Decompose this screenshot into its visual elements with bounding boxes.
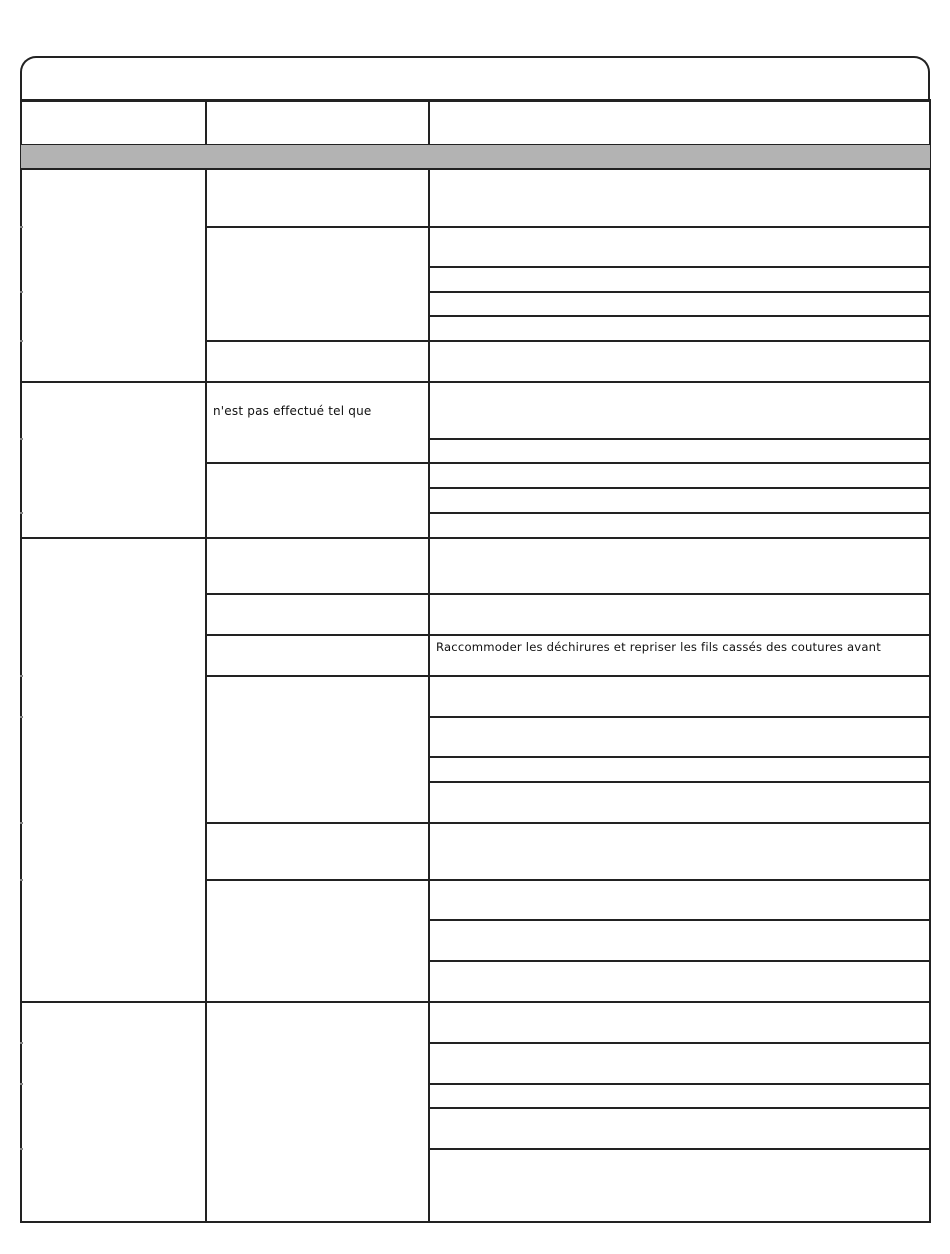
row-divider [428,512,931,514]
tick-mark [20,340,23,342]
table-border-left [20,100,22,1222]
table-header-tab [20,56,930,100]
tick-mark [20,1083,23,1085]
tick-mark [20,1042,23,1044]
tick-mark [20,716,23,718]
column-divider [205,169,207,1222]
row-divider [205,675,931,677]
row-divider [205,879,931,881]
column-divider [205,100,207,145]
tick-mark [20,438,23,440]
row-divider [428,1107,931,1109]
row-divider [428,756,931,758]
group-divider [20,537,931,539]
group-divider [20,381,931,383]
cell-text: n'est pas effectué tel que [213,404,372,418]
column-divider [428,100,430,145]
row-divider [428,438,931,440]
column-divider [428,169,430,1222]
row-divider [428,919,931,921]
tick-mark [20,291,23,293]
tick-mark [20,879,23,881]
table-border-right [929,100,931,1222]
row-divider [428,1042,931,1044]
row-divider [428,291,931,293]
tick-mark [20,226,23,228]
row-divider [205,634,931,636]
row-divider [428,781,931,783]
row-divider [428,1083,931,1085]
row-divider [205,340,931,342]
header-divider [20,99,931,102]
tick-mark [20,512,23,514]
tick-mark [20,822,23,824]
row-divider [428,1148,931,1150]
row-divider [428,716,931,718]
row-divider [428,266,931,268]
row-divider [205,462,931,464]
row-divider [428,960,931,962]
cell-text: Raccommoder les déchirures et repriser les fils cassés des coutures avant [436,640,881,654]
row-divider [205,593,931,595]
tick-mark [20,675,23,677]
table-border-bottom [20,1221,931,1223]
row-divider [205,226,931,228]
group-divider [20,1001,931,1003]
tick-mark [20,1148,23,1150]
section-band [21,145,930,169]
row-divider [428,315,931,317]
row-divider [20,168,931,170]
row-divider [428,487,931,489]
row-divider [205,822,931,824]
